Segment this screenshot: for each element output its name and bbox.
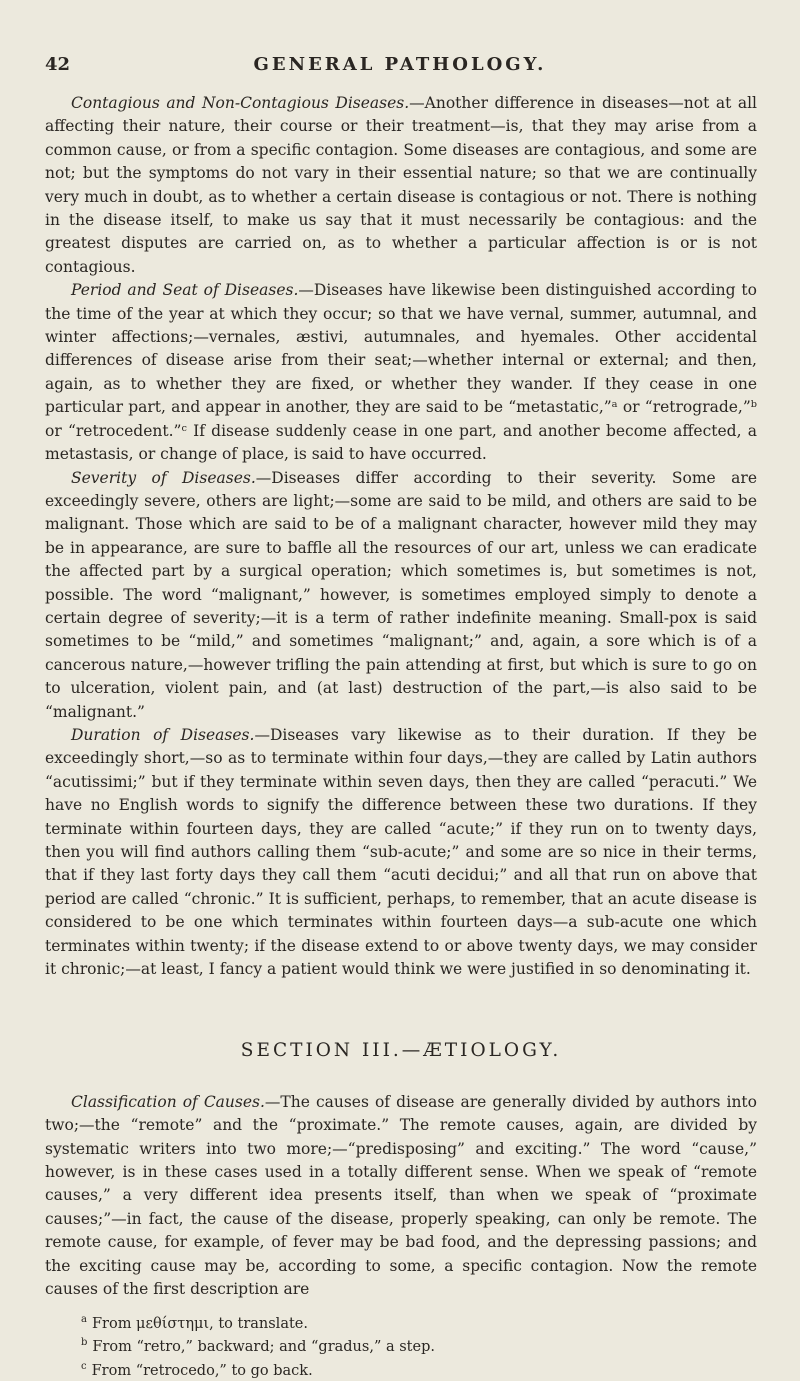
footnote-mark: a bbox=[81, 1313, 87, 1325]
page-number: 42 bbox=[45, 54, 71, 75]
paragraph-text: —Diseases vary likewise as to their duration. If they be exceedingly short,—so as to terminate within four days,—they are called by Latin authors “acutissimi;” but if they terminate within seven days, then they are called “peracuti.” We have no English words to signify the difference between these two durations. If they terminate within fourteen days, they are called “acute;” if they run on to twenty days, then you will find authors calling them “sub-acute;” and some are so nice in their terms, that if they last forty days they call them “acuti decidui;” and all that run on above that period are called “chronic.” It is sufficient, perhaps, to remember, that an acute disease is considered to be one which terminates within fourteen days—a sub-acute one which terminates within twenty; if the disease extend to or above twenty days, we may consider it chronic;—at least, I fancy a patient would think we were justified in so denominating it. bbox=[45, 725, 758, 979]
paragraph-text: —Diseases have likewise been distinguished according to the time of the year at which they occur; so that we have vernal, summer, autumnal, and winter affections;—vernales, æstivi, autumnales, and hyemales. Other accidental differences of disease arise from their seat;—whether internal or external; and then, again, as to whether they are fixed, or whether they wander. If they cease in one particular part, and appear in another, they are said to be “metastatic,”ᵃ or “retrograde,”ᵇ or “retrocedent.”ᶜ If disease suddenly cease in one part, and another become affected, a metastasis, or change of place, is said to have occurred. bbox=[45, 281, 757, 464]
footnote-text: From “retro,” backward; and “gradus,” a step. bbox=[92, 1339, 435, 1356]
footnote-mark: b bbox=[81, 1337, 88, 1349]
running-title: GENERAL PATHOLOGY. bbox=[253, 54, 547, 75]
footnote-text: From “retrocedo,” to go back. bbox=[91, 1362, 313, 1379]
paragraph-contagious bbox=[45, 92, 757, 279]
footnote bbox=[81, 1333, 757, 1357]
paragraph-heading: Classification of Causes. bbox=[71, 1092, 265, 1111]
paragraph-heading: Contagious and Non-Contagious Diseases. bbox=[71, 94, 410, 112]
paragraph-heading: Duration of Diseases. bbox=[71, 725, 255, 744]
footnote bbox=[81, 1310, 757, 1334]
paragraph-heading: Period and Seat of Diseases. bbox=[71, 281, 299, 300]
paragraph-classification bbox=[45, 1091, 757, 1302]
paragraph-text: —Another difference in diseases—not at all affecting their nature, their course or their treatment—is, that they may arise from a common cause, or from a specific contagion. Some diseases are contagious, and some are not; but the symptoms do not vary in their essential nature; so that we are continually very much in doubt, as to whether a certain disease is contagious or not. There is nothing in the disease itself, to make us say that it must necessarily be contagious: and the greatest disputes are carried on, as to whether a particular affection is or is not contagious. bbox=[45, 94, 757, 276]
footnote-text: From μεθίστημι, to translate. bbox=[91, 1315, 308, 1332]
paragraph-period-seat bbox=[45, 279, 757, 466]
section-heading: SECTION III.—ÆTIOLOGY. bbox=[240, 1040, 562, 1062]
running-header bbox=[45, 54, 755, 76]
footnote bbox=[81, 1357, 757, 1381]
footnote-mark: c bbox=[81, 1361, 87, 1373]
paragraph-text: —Diseases differ according to their severity. Some are exceedingly severe, others are light;—some are said to be mild, and others are said to be malignant. Those which are said to be of a malignant character, however mild they may be in appearance, are sure to baffle all the resources of our art, unless we can eradicate the affected part by a surgical operation; which sometimes is, but sometimes is not, possible. The word “malignant,” however, is sometimes employed simply to denote a certain degree of severity;—it is a term of rather indefinite meaning. Small-pox is said sometimes to be “mild,” and sometimes “malignant;” and, again, a sore which is of a cancerous nature,—however trifling the pain attending at first, but which is sure to go on to ulceration, violent pain, and (at last) destruction of the part,—is also said to be “malignant.” bbox=[45, 468, 757, 721]
footnotes bbox=[45, 1310, 757, 1381]
body-text bbox=[45, 92, 757, 1381]
paragraph-text: —The causes of disease are generally divided by authors into two;—the “remote” and the “proximate.” The remote causes, again, are divided by systematic writers into two more;—“predisposing” and exciting.” The word “cause,” however, is in these cases used in a totally different sense. When we speak of “remote causes,” a very different idea presents itself, than when we speak of “proximate causes;”—in fact, the cause of the disease, properly speaking, can only be remote. The remote cause, for example, of fever may be bad food, and the depressing passions; and the exciting cause may be, according to some, a specific contagion. Now the remote causes of the first description are bbox=[45, 1092, 757, 1299]
paragraph-heading: Severity of Diseases. bbox=[71, 468, 256, 487]
paragraph-duration bbox=[45, 724, 757, 981]
paragraph-severity bbox=[45, 467, 757, 724]
